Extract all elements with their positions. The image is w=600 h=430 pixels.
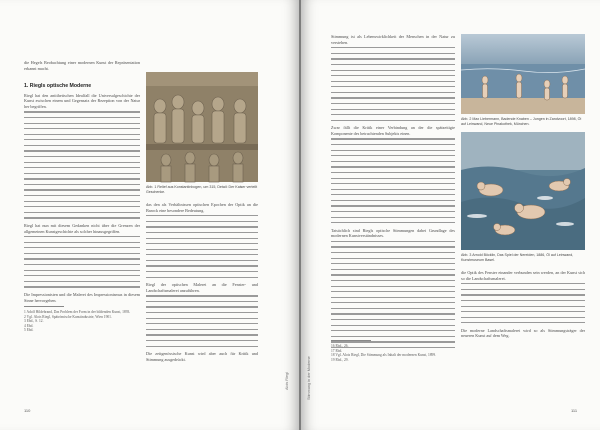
text-block [146,295,258,346]
figure-caption: Abb. 2 Max Liebermann, Badende Knaben – Jungen in Zandvoort, 1898, Öl auf Leinwand, Neue Pinakothek, München. [461,117,582,126]
text-block [331,47,455,121]
footnote-rule [24,306,64,307]
footnotes [331,344,455,394]
text-block [146,215,258,278]
page-number: 111 [571,408,578,413]
relief-illustration [146,72,258,182]
section-heading: 1. Riegls optische Moderne [24,83,92,89]
paragraph: Riegl hat nun mit diesem Gedanken nicht über die Grenzen der allgemeinen Kunstgeschichte als solcher hinausgegriffen. [24,222,140,234]
footnote: 19 Ebd., 29. [331,357,349,362]
paragraph: Die moderne Landschaftsmalerei wird so als Stimmungsträger der neueren Kunst auf dem Weg. [461,327,585,339]
figure-caption: Abb. 3 Arnold Böcklin, Das Spiel der Nereiden, 1886, Öl auf Leinwand, Kunstmuseum Basel. [461,253,574,262]
paragraph: Riegl hat den antithetischen Idealfall die Universalgeschichte der Kunst zwischen einem und Gegensatz der Rezeption von der Natur her begriffen. [24,92,140,109]
text-block [24,236,140,287]
figure-caption: Abb. 1 Relief aus Konstantinbogen, um 315, Detail: Der Kaiser verteilt Geschenke. [146,185,258,194]
paragraph: Riegl der optischen Malerei an die Fenster- und Landschaftsmalerei anzuführen. [146,282,258,293]
right-page [301,0,600,430]
footnote-rule [331,340,371,341]
bathing-boys-illustration [461,34,585,114]
text-block [331,241,455,348]
right-column-1 [331,34,455,334]
text-block [24,111,140,218]
right-column-2 [461,270,585,366]
footnote: 17 Ebd. [331,348,343,353]
running-head: Stimmung in der Moderne [307,356,311,400]
left-page [0,0,299,430]
footnote: 5 Ebd. [24,328,34,333]
paragraph: Tatsächlich sind Riegls optische Stimmungen dabei Grundlage des modernen Kunstverständnisses. [331,227,455,239]
paragraph: die Optik des Fenster einander verbunden sein werden, an der Kunst sich so die Landschaftsmalerei. [461,270,585,281]
footnote: 2 Vgl. Alois Riegl, Spätrömische Kunstindustrie, Wien 1901. [24,314,112,319]
paragraph: Stimmung ist als Lebenswirklichkeit der Menschen in der Natur zu verstehen. [331,34,455,45]
footnote: 18 Vgl. Alois Riegl, Die Stimmung als Inhalt der modernen Kunst, 1899. [331,353,437,358]
paragraph: das den als Verhältnissen optischen Epochen der Optik an die Barock eine besondere Bedeutung. [146,202,258,213]
left-column-2 [146,202,258,362]
left-column-1 [24,80,140,303]
paragraph: Die Impressionisten und die Malerei des Impressionismus in diesem Sinne hervorgehen. [24,291,140,303]
running-head: Alois Riegl [285,372,289,390]
nereids-illustration [461,132,585,250]
painting-bathing-boys [461,34,585,114]
footnote: 3 Ebd., S. 12. [24,319,44,324]
page-number: 110 [24,408,31,413]
relief-image [146,72,258,182]
paragraph: Die zeitgenössische Kunst wird aber auch für Kritik und Stimmung ausgedrückt. [146,351,258,362]
footnotes [24,310,140,366]
painting-nereids [461,132,585,250]
intro-text: die Hegels Beobachtung einer modernen Kunst der Repräsentation erkannt macht. [24,60,140,71]
text-block [331,138,455,223]
footnote: 1 Adolf Hildebrand, Das Problem der Form in der bildenden Kunst, 1893. [24,310,131,314]
footnote: 4 Ebd. [24,323,34,328]
text-block [461,283,585,323]
footnote: 16 Ebd., 26. [331,344,349,348]
paragraph: Zwar fällt die Kritik einer Verbindung an der die spätzeitigte Komponente des betrachtenden Subjekts einen. [331,125,455,136]
